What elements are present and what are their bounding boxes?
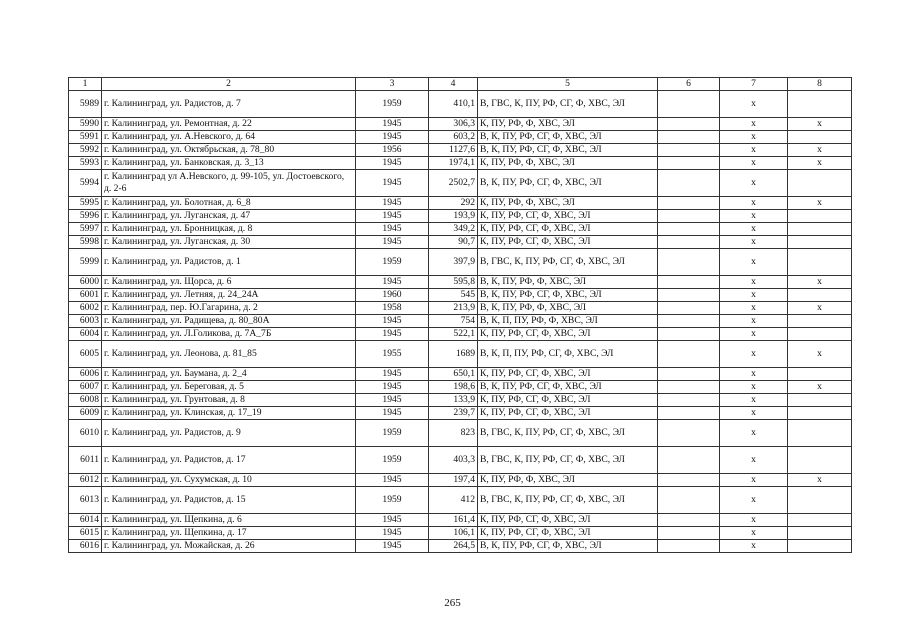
column-6-cell: [658, 368, 720, 381]
column-7-mark-cell: х: [720, 420, 788, 447]
table-row: [69, 91, 852, 118]
year-cell: 1958: [356, 302, 429, 315]
row-number-cell: 5994: [69, 170, 102, 197]
area-cell: 397,9: [429, 249, 478, 276]
row-number-cell: 6008: [69, 394, 102, 407]
column-6-cell: [658, 210, 720, 223]
header-cell-4: 4: [429, 78, 478, 91]
column-8-mark-cell: х: [788, 302, 852, 315]
row-number-cell: 5997: [69, 223, 102, 236]
column-7-mark-cell: х: [720, 236, 788, 249]
area-cell: 292: [429, 197, 478, 210]
row-number-cell: 5993: [69, 157, 102, 170]
column-8-mark-cell: х: [788, 341, 852, 368]
area-cell: 133,9: [429, 394, 478, 407]
column-6-cell: [658, 131, 720, 144]
year-cell: 1945: [356, 197, 429, 210]
address-cell: г. Калининград, ул. Леонова, д. 81_85: [102, 341, 356, 368]
address-cell: г. Калининград, ул. Болотная, д. 6_8: [102, 197, 356, 210]
column-7-mark-cell: х: [720, 368, 788, 381]
column-8-mark-cell: х: [788, 157, 852, 170]
page-number: 265: [444, 597, 461, 609]
row-number-cell: 6003: [69, 315, 102, 328]
services-cell: В, ГВС, К, ПУ, РФ, СГ, Ф, ХВС, ЭЛ: [478, 447, 658, 474]
services-cell: К, ПУ, РФ, СГ, Ф, ХВС, ЭЛ: [478, 394, 658, 407]
column-8-mark-cell: х: [788, 474, 852, 487]
area-cell: 410,1: [429, 91, 478, 118]
services-cell: В, К, П, ПУ, РФ, Ф, ХВС, ЭЛ: [478, 315, 658, 328]
column-6-cell: [658, 170, 720, 197]
year-cell: 1959: [356, 249, 429, 276]
column-8-mark-cell: [788, 540, 852, 553]
area-cell: 823: [429, 420, 478, 447]
header-cell-5: 5: [478, 78, 658, 91]
column-6-cell: [658, 91, 720, 118]
address-cell: г. Калининград, ул. Щепкина, д. 6: [102, 514, 356, 527]
year-cell: 1959: [356, 487, 429, 514]
column-7-mark-cell: х: [720, 447, 788, 474]
column-6-cell: [658, 514, 720, 527]
table-row: [69, 420, 852, 447]
services-cell: В, К, ПУ, РФ, СГ, Ф, ХВС, ЭЛ: [478, 289, 658, 302]
row-number-cell: 5992: [69, 144, 102, 157]
table-row: [69, 236, 852, 249]
area-cell: 197,4: [429, 474, 478, 487]
column-8-mark-cell: [788, 249, 852, 276]
year-cell: 1945: [356, 540, 429, 553]
services-cell: К, ПУ, РФ, СГ, Ф, ХВС, ЭЛ: [478, 407, 658, 420]
area-cell: 545: [429, 289, 478, 302]
row-number-cell: 5999: [69, 249, 102, 276]
column-7-mark-cell: х: [720, 394, 788, 407]
address-cell: г. Калининград, ул. Луганская, д. 30: [102, 236, 356, 249]
table-row: [69, 328, 852, 341]
table-row: [69, 197, 852, 210]
column-7-mark-cell: х: [720, 381, 788, 394]
area-cell: 403,3: [429, 447, 478, 474]
row-number-cell: 6015: [69, 527, 102, 540]
address-cell: г. Калининград, ул. Радистов, д. 1: [102, 249, 356, 276]
header-cell-6: 6: [658, 78, 720, 91]
row-number-cell: 6007: [69, 381, 102, 394]
address-cell: г. Калининград, ул. Щорса, д. 6: [102, 276, 356, 289]
address-cell: г. Калининград, ул. Луганская, д. 47: [102, 210, 356, 223]
column-8-mark-cell: [788, 210, 852, 223]
row-number-cell: 6013: [69, 487, 102, 514]
year-cell: 1945: [356, 223, 429, 236]
table-row: [69, 118, 852, 131]
services-cell: В, К, ПУ, РФ, Ф, ХВС, ЭЛ: [478, 302, 658, 315]
address-cell: г. Калининград, ул. Грунтовая, д. 8: [102, 394, 356, 407]
column-6-cell: [658, 447, 720, 474]
services-cell: К, ПУ, РФ, СГ, Ф, ХВС, ЭЛ: [478, 223, 658, 236]
area-cell: 264,5: [429, 540, 478, 553]
column-8-mark-cell: х: [788, 381, 852, 394]
column-6-cell: [658, 407, 720, 420]
address-cell: г. Калининград, ул. Л.Голикова, д. 7А_7Б: [102, 328, 356, 341]
row-number-cell: 5996: [69, 210, 102, 223]
column-8-mark-cell: [788, 289, 852, 302]
table-row: [69, 223, 852, 236]
table-row: [69, 315, 852, 328]
area-cell: 306,3: [429, 118, 478, 131]
year-cell: 1945: [356, 315, 429, 328]
services-cell: К, ПУ, РФ, Ф, ХВС, ЭЛ: [478, 197, 658, 210]
address-cell: г. Калининград, ул. Можайская, д. 26: [102, 540, 356, 553]
row-number-cell: 6009: [69, 407, 102, 420]
area-cell: 213,9: [429, 302, 478, 315]
column-8-mark-cell: [788, 514, 852, 527]
column-7-mark-cell: х: [720, 474, 788, 487]
column-7-mark-cell: х: [720, 487, 788, 514]
row-number-cell: 6004: [69, 328, 102, 341]
address-cell: г. Калининград, ул. Летняя, д. 24_24А: [102, 289, 356, 302]
services-cell: К, ПУ, РФ, СГ, Ф, ХВС, ЭЛ: [478, 328, 658, 341]
area-cell: 161,4: [429, 514, 478, 527]
address-cell: г. Калининград ул А.Невского, д. 99-105, ул. Достоевского, д. 2-6: [102, 170, 356, 197]
services-cell: В, К, П, ПУ, РФ, СГ, Ф, ХВС, ЭЛ: [478, 341, 658, 368]
column-8-mark-cell: [788, 91, 852, 118]
column-6-cell: [658, 381, 720, 394]
table-row: [69, 276, 852, 289]
row-number-cell: 5989: [69, 91, 102, 118]
header-cell-7: 7: [720, 78, 788, 91]
year-cell: 1945: [356, 394, 429, 407]
column-7-mark-cell: х: [720, 289, 788, 302]
column-6-cell: [658, 249, 720, 276]
column-8-mark-cell: [788, 131, 852, 144]
column-8-mark-cell: [788, 487, 852, 514]
column-8-mark-cell: х: [788, 276, 852, 289]
column-6-cell: [658, 527, 720, 540]
column-8-mark-cell: [788, 315, 852, 328]
services-cell: В, ГВС, К, ПУ, РФ, СГ, Ф, ХВС, ЭЛ: [478, 420, 658, 447]
row-number-cell: 5991: [69, 131, 102, 144]
area-cell: 2502,7: [429, 170, 478, 197]
row-number-cell: 6010: [69, 420, 102, 447]
year-cell: 1945: [356, 118, 429, 131]
column-6-cell: [658, 276, 720, 289]
address-cell: г. Калининград, ул. Бронницкая, д. 8: [102, 223, 356, 236]
column-8-mark-cell: [788, 328, 852, 341]
row-number-cell: 6012: [69, 474, 102, 487]
column-8-mark-cell: [788, 527, 852, 540]
column-7-mark-cell: х: [720, 249, 788, 276]
column-6-cell: [658, 157, 720, 170]
year-cell: 1945: [356, 157, 429, 170]
services-cell: К, ПУ, РФ, СГ, Ф, ХВС, ЭЛ: [478, 527, 658, 540]
row-number-cell: 6002: [69, 302, 102, 315]
column-6-cell: [658, 302, 720, 315]
column-6-cell: [658, 328, 720, 341]
column-7-mark-cell: х: [720, 91, 788, 118]
area-cell: 239,7: [429, 407, 478, 420]
column-7-mark-cell: х: [720, 118, 788, 131]
services-cell: К, ПУ, РФ, СГ, Ф, ХВС, ЭЛ: [478, 368, 658, 381]
column-8-mark-cell: [788, 394, 852, 407]
column-7-mark-cell: х: [720, 157, 788, 170]
services-cell: К, ПУ, РФ, СГ, Ф, ХВС, ЭЛ: [478, 514, 658, 527]
row-number-cell: 5995: [69, 197, 102, 210]
row-number-cell: 5990: [69, 118, 102, 131]
services-cell: К, ПУ, РФ, СГ, Ф, ХВС, ЭЛ: [478, 236, 658, 249]
column-7-mark-cell: х: [720, 540, 788, 553]
column-6-cell: [658, 540, 720, 553]
area-cell: 1127,6: [429, 144, 478, 157]
year-cell: 1945: [356, 236, 429, 249]
column-7-mark-cell: х: [720, 527, 788, 540]
year-cell: 1956: [356, 144, 429, 157]
services-cell: В, ГВС, К, ПУ, РФ, СГ, Ф, ХВС, ЭЛ: [478, 91, 658, 118]
table-row: [69, 341, 852, 368]
table-row: [69, 527, 852, 540]
column-8-mark-cell: [788, 420, 852, 447]
year-cell: 1945: [356, 514, 429, 527]
row-number-cell: 6001: [69, 289, 102, 302]
column-8-mark-cell: [788, 236, 852, 249]
table-row: [69, 368, 852, 381]
row-number-cell: 5998: [69, 236, 102, 249]
table-row: [69, 302, 852, 315]
address-cell: г. Калининград, ул. Клинская, д. 17_19: [102, 407, 356, 420]
table-row: [69, 170, 852, 197]
area-cell: 1689: [429, 341, 478, 368]
year-cell: 1959: [356, 420, 429, 447]
year-cell: 1959: [356, 91, 429, 118]
address-cell: г. Калининград, ул. А.Невского, д. 64: [102, 131, 356, 144]
services-cell: В, К, ПУ, РФ, СГ, Ф, ХВС, ЭЛ: [478, 540, 658, 553]
area-cell: 522,1: [429, 328, 478, 341]
header-cell-3: 3: [356, 78, 429, 91]
header-cell-2: 2: [102, 78, 356, 91]
year-cell: 1945: [356, 527, 429, 540]
column-7-mark-cell: х: [720, 223, 788, 236]
address-cell: г. Калининград, ул. Щепкина, д. 17: [102, 527, 356, 540]
services-cell: В, К, ПУ, РФ, Ф, ХВС, ЭЛ: [478, 276, 658, 289]
area-cell: 754: [429, 315, 478, 328]
services-cell: В, ГВС, К, ПУ, РФ, СГ, Ф, ХВС, ЭЛ: [478, 487, 658, 514]
row-number-cell: 6016: [69, 540, 102, 553]
address-cell: г. Калининград, ул. Радистов, д. 17: [102, 447, 356, 474]
header-cell-1: 1: [69, 78, 102, 91]
year-cell: 1945: [356, 276, 429, 289]
address-cell: г. Калининград, ул. Баумана, д. 2_4: [102, 368, 356, 381]
column-6-cell: [658, 197, 720, 210]
row-number-cell: 6011: [69, 447, 102, 474]
column-7-mark-cell: х: [720, 328, 788, 341]
column-6-cell: [658, 420, 720, 447]
address-cell: г. Калининград, ул. Сухумская, д. 10: [102, 474, 356, 487]
table-row: [69, 157, 852, 170]
year-cell: 1945: [356, 328, 429, 341]
address-cell: г. Калининград, ул. Банковская, д. 3_13: [102, 157, 356, 170]
services-cell: В, К, ПУ, РФ, СГ, Ф, ХВС, ЭЛ: [478, 131, 658, 144]
year-cell: 1945: [356, 131, 429, 144]
address-cell: г. Калининград, ул. Радищева, д. 80_80А: [102, 315, 356, 328]
table-row: [69, 514, 852, 527]
column-6-cell: [658, 118, 720, 131]
column-7-mark-cell: х: [720, 341, 788, 368]
address-cell: г. Калининград, пер. Ю.Гагарина, д. 2: [102, 302, 356, 315]
address-cell: г. Калининград, ул. Октябрьская, д. 78_80: [102, 144, 356, 157]
year-cell: 1945: [356, 474, 429, 487]
row-number-cell: 6006: [69, 368, 102, 381]
services-cell: В, ГВС, К, ПУ, РФ, СГ, Ф, ХВС, ЭЛ: [478, 249, 658, 276]
table-row: [69, 144, 852, 157]
area-cell: 650,1: [429, 368, 478, 381]
column-8-mark-cell: [788, 223, 852, 236]
area-cell: 106,1: [429, 527, 478, 540]
table-row: [69, 540, 852, 553]
address-cell: г. Калининград, ул. Ремонтная, д. 22: [102, 118, 356, 131]
column-7-mark-cell: х: [720, 407, 788, 420]
table-row: [69, 249, 852, 276]
column-7-mark-cell: х: [720, 170, 788, 197]
column-6-cell: [658, 223, 720, 236]
column-7-mark-cell: х: [720, 144, 788, 157]
column-7-mark-cell: х: [720, 131, 788, 144]
row-number-cell: 6005: [69, 341, 102, 368]
column-8-mark-cell: х: [788, 144, 852, 157]
table-row: [69, 407, 852, 420]
column-6-cell: [658, 315, 720, 328]
area-cell: 198,6: [429, 381, 478, 394]
services-cell: К, ПУ, РФ, Ф, ХВС, ЭЛ: [478, 474, 658, 487]
year-cell: 1945: [356, 170, 429, 197]
column-7-mark-cell: х: [720, 514, 788, 527]
table-row: [69, 210, 852, 223]
row-number-cell: 6014: [69, 514, 102, 527]
table-body: [69, 91, 852, 553]
table-row: [69, 447, 852, 474]
column-8-mark-cell: х: [788, 118, 852, 131]
year-cell: 1945: [356, 381, 429, 394]
area-cell: 595,8: [429, 276, 478, 289]
area-cell: 603,2: [429, 131, 478, 144]
table-row: [69, 381, 852, 394]
area-cell: 90,7: [429, 236, 478, 249]
services-cell: В, К, ПУ, РФ, СГ, Ф, ХВС, ЭЛ: [478, 170, 658, 197]
header-row: [69, 78, 852, 91]
column-8-mark-cell: х: [788, 197, 852, 210]
table-row: [69, 131, 852, 144]
year-cell: 1945: [356, 368, 429, 381]
row-number-cell: 6000: [69, 276, 102, 289]
table-row: [69, 487, 852, 514]
area-cell: 412: [429, 487, 478, 514]
column-6-cell: [658, 289, 720, 302]
table-row: [69, 474, 852, 487]
area-cell: 1974,1: [429, 157, 478, 170]
services-cell: В, К, ПУ, РФ, СГ, Ф, ХВС, ЭЛ: [478, 144, 658, 157]
area-cell: 349,2: [429, 223, 478, 236]
table-row: [69, 394, 852, 407]
header-cell-8: 8: [788, 78, 852, 91]
column-6-cell: [658, 144, 720, 157]
column-7-mark-cell: х: [720, 302, 788, 315]
year-cell: 1945: [356, 407, 429, 420]
column-8-mark-cell: [788, 170, 852, 197]
column-8-mark-cell: [788, 407, 852, 420]
services-cell: К, ПУ, РФ, Ф, ХВС, ЭЛ: [478, 157, 658, 170]
year-cell: 1955: [356, 341, 429, 368]
column-7-mark-cell: х: [720, 276, 788, 289]
column-6-cell: [658, 487, 720, 514]
year-cell: 1945: [356, 210, 429, 223]
area-cell: 193,9: [429, 210, 478, 223]
year-cell: 1959: [356, 447, 429, 474]
services-cell: К, ПУ, РФ, Ф, ХВС, ЭЛ: [478, 118, 658, 131]
housing-register-table: [68, 77, 852, 553]
column-7-mark-cell: х: [720, 210, 788, 223]
column-6-cell: [658, 474, 720, 487]
column-6-cell: [658, 394, 720, 407]
column-6-cell: [658, 341, 720, 368]
column-8-mark-cell: [788, 447, 852, 474]
services-cell: В, К, ПУ, РФ, СГ, Ф, ХВС, ЭЛ: [478, 381, 658, 394]
address-cell: г. Калининград, ул. Радистов, д. 9: [102, 420, 356, 447]
year-cell: 1960: [356, 289, 429, 302]
services-cell: К, ПУ, РФ, СГ, Ф, ХВС, ЭЛ: [478, 210, 658, 223]
address-cell: г. Калининград, ул. Радистов, д. 7: [102, 91, 356, 118]
column-7-mark-cell: х: [720, 197, 788, 210]
address-cell: г. Калининград, ул. Береговая, д. 5: [102, 381, 356, 394]
column-7-mark-cell: х: [720, 315, 788, 328]
column-6-cell: [658, 236, 720, 249]
column-8-mark-cell: [788, 368, 852, 381]
address-cell: г. Калининград, ул. Радистов, д. 15: [102, 487, 356, 514]
table-row: [69, 289, 852, 302]
